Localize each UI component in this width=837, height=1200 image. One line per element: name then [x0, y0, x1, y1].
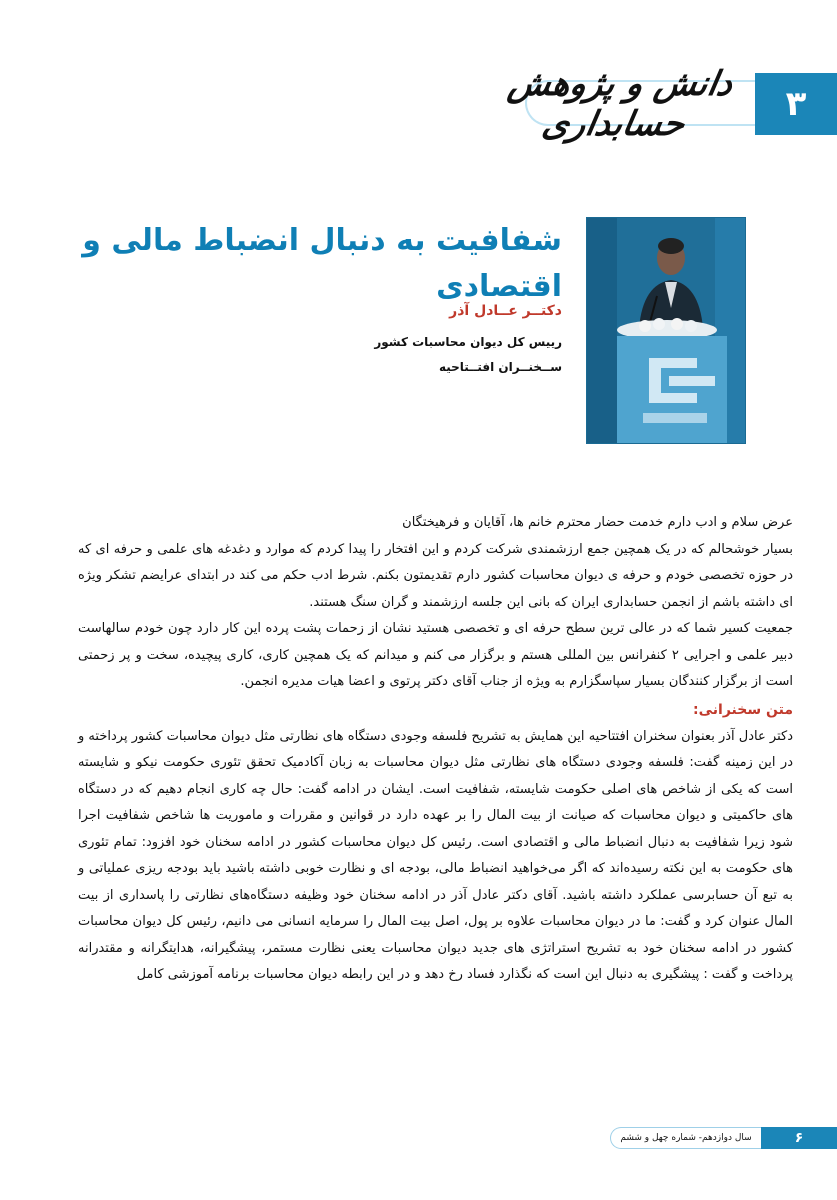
- journal-title: دانش و پژوهش حسابداری: [505, 64, 736, 144]
- author-name: دکتــر عــادل آذر: [449, 303, 562, 319]
- speaker-photo-illustration: [587, 218, 745, 443]
- header-page-number: ۳: [755, 73, 837, 135]
- article-title: شفافیت به دنبال انضباط مالی و اقتصادی: [82, 223, 562, 304]
- footer-issue: سال دوازدهم- شماره چهل و ششم: [610, 1127, 761, 1149]
- article-body: [78, 510, 793, 989]
- author-role: رییس کل دیوان محاسبات کشور: [374, 335, 562, 349]
- paragraph-greeting: عرض سلام و ادب دارم خدمت حضار محترم خانم ها، آقایان و فرهیختگان: [402, 515, 793, 530]
- author-role-speaker: ســخنــران افتــتاحیه: [438, 360, 562, 374]
- footer-page-number: ۶: [761, 1127, 837, 1149]
- section-heading: متن سخنرانی:: [693, 701, 793, 718]
- speaker-photo: [586, 217, 746, 444]
- paragraph-speech: دکتر عادل آذر بعنوان سخنران افتتاحیه این همایش به تشریح فلسفه وجودی دستگاه های نظارتی مثل دیوان محاسبات کشور پرداخته و در این زمینه گفت: فلسفه وجودی دستگاه های نظارتی مثل دیوان محاسبات به زبان آکادمیک تحقق تئوری حکومت نیکو و شایسته است که یکی از شاخص های اصلی حکومت شایسته، شفافیت است. ایشان در ادامه گفت: حال چه کاری انجام دهیم که در دستگاه های حاکمیتی و دیوان محاسبات که صیانت از بیت المال را بر عهده دارد در قوانین و مقررات و ماموریت ها شاخص شفافیت اجرا شود زیرا شفافیت به دنبال انضباط مالی و اقتصادی است. رئیس کل دیوان محاسبات کشور در ادامه سخنان خود افزود: تمام تئوری های حکومت به این نکته رسیده‌اند که اگر می‌خواهید انضباط مالی، بودجه ای و نظارت خوبی داشته باشید باید بودجه ریزی عملیاتی و به تبع آن حسابرسی عملکرد داشته باشید. آقای دکتر عادل آذر در ادامه سخنان خود وظیفه دستگاه‌های نظارتی را پاسداری از بیت المال عنوان کرد و گفت: ما در دیوان محاسبات علاوه بر پول، اصل بیت المال را سرمایه انسانی می دانیم، رئیس کل دیوان محاسبات کشور در ادامه سخنان خود به تشریح استراتژی های جدید دیوان محاسبات یعنی نظارت مستمر، پیشگیرانه، هدایتگرانه و مقتدرانه پرداخت و گفت : پیشگیری به دنبال این است که نگذارد فساد رخ دهد و در این رابطه دیوان محاسبات برنامه آموزشی کامل: [78, 728, 793, 982]
- paragraph-intro: بسیار خوشحالم که در یک همچین جمع ارزشمندی شرکت کردم و این افتخار را پیدا کردم که موارد و دغدغه های علمی و حرفه ای که در حوزه تخصصی خودم و حرفه ی دیوان محاسبات کشور دارم تقدیمتون بکنم. شرط ادب حکم می کند در ابتدای عرایضم تشکر ویژه ای داشته باشم از انجمن حسابداری ایران که بانی این جلسه ارزشمند و گران سنگ هستند.: [78, 541, 793, 610]
- paragraph-thanks: جمعیت کسیر شما که در عالی ترین سطح حرفه ای و تخصصی هستید نشان از زحمات پشت پرده این کار دارد چون خودم سالهاست دبیر علمی و اجرایی ۲ کنفرانس بین المللی هستم و برگزار می کنم و میدانم که یک همچین کاری، کاری پیچیده، سخت و پر زحمتی است از برگزار کنندگان بسیار سپاسگزارم به ویژه از جناب آقای دکتر پرتوی و اعضا هیات مدیره انجمن.: [78, 621, 793, 689]
